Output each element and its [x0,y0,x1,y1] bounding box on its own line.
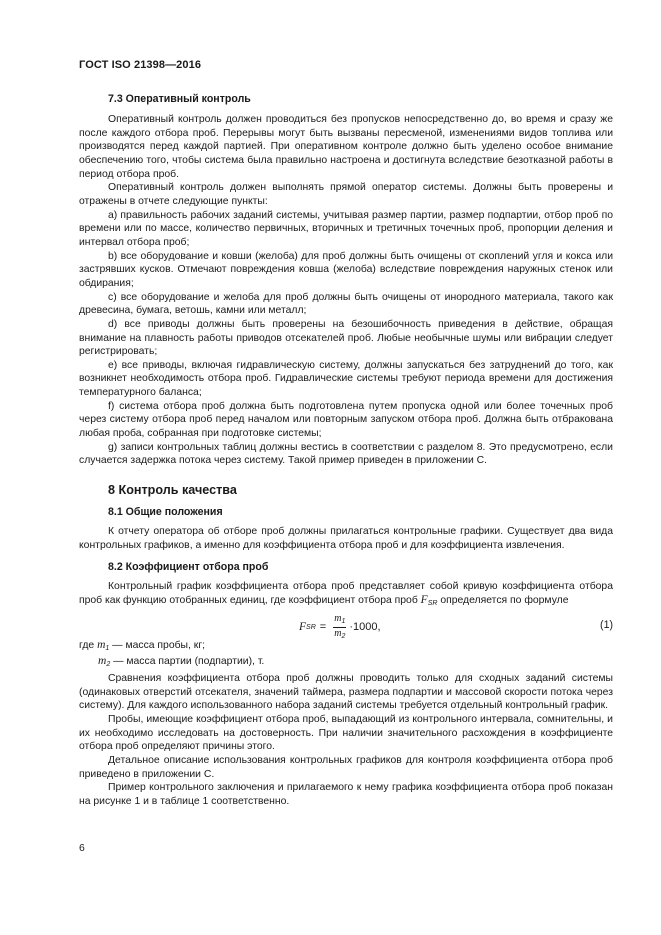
fraction: $\frac{m_1}{m_2}$ [334,612,346,640]
formula-1 [79,611,613,639]
section-8-1-title: 8.1 Общие положения [108,506,223,519]
section-8-title: 8 Контроль качества [108,483,237,498]
formula-number: (1) [600,618,613,631]
paragraph: Пример контрольного заключения и прилагаемого к нему графика коэффициента отбора проб показан на рисунке 1 и в таблице 1 соответственно. [79,782,613,807]
formula-legend-2: $m_2$ — масса партии (подпартии), т. [98,655,265,669]
formula-expression: F SR = $\frac{m_1}{m_2}$ ·1000, [299,612,381,640]
list-item-e: e) все приводы, включая гидравлическую систему, должны запускаться без затруднений до того, как возникнет необходимость отбора проб. Гидравлические системы требуют периода времени для достижения температурного баланса; [79,359,613,399]
paragraph: К отчету оператора об отборе проб должны прилагаться контрольные графики. Существует два вида контрольных графиков, а именно для коэффициента отбора проб и для коэффициента извлечения. [79,526,613,551]
formula-legend-1: где $m_1$ — масса пробы, кг; [79,638,206,652]
paragraph: Оперативный контроль должен выполнять прямой оператор системы. Должны быть проверены и отражены в отчете следующие пункты: [79,182,613,207]
paragraph: Детальное описание использования контрольных графиков для контроля коэффициента отбора проб приведено в приложении С. [79,754,613,780]
section-7-3-title: 7.3 Оперативный контроль [108,93,251,105]
paragraph-with-variable: Контрольный график коэффициента отбора проб представляет собой кривую коэффициента отбора проб как функцию отобранных единиц, где коэффициент отбора проб $F_{SR}$ определяется по формуле [79,581,613,608]
page-number: 6 [79,843,85,854]
list-item-a: a) правильность рабочих заданий системы, учитывая размер партии, размер подпартии, отбор проб по времени или по массе, количество первичных, вторичных и третичных точечных проб, пропорции деления и интервал отбора проб; [79,209,613,248]
list-item-f: f) система отбора проб должна быть подготовлена путем пропуска одной или более точечных проб через систему отбора проб перед началом или повторным запуском отбора проб. Должна быть отбракована любая проба, собранная при подготовке системы; [79,400,613,440]
paragraph: Пробы, имеющие коэффициент отбора проб, выпадающий из контрольного интервала, сомнительны, и их необходимо исследовать на достоверность. При наличии значительного расхождения в коэффициенте отбора проб определяют причины этого. [79,713,613,753]
list-item-c: c) все оборудование и желоба для проб должны быть очищены от инородного материала, такого как древесина, бумага, ветошь, камни или металл; [79,291,613,317]
list-item-d: d) все приводы должны быть проверены на безошибочность приведения в действие, обращая внимание на плавность работы приводов отсекателей проб. Любые необычные шумы или вибрации следует регистрировать; [79,318,613,358]
list-item-b: b) все оборудование и ковши (желоба) для проб должны быть очищены от скоплений угля и кокса или застрявших кусков. Отмечают повреждения ковша (желоба) вследствие повреждения наружных стенок или обдирания; [79,250,613,289]
paragraph: Оперативный контроль должен проводиться без пропусков непосредственно до, во время и сразу же после каждого отбора проб. Перерывы могут быть вызваны пересменой, изменениями видов топлива или производятся перед каждой партией. При оперативном контроле должно быть уделено особое внимание обеспечению того, чтобы система была правильно настроена и достигнута вследствие безотказной работы в период отбора проб. [79,114,613,180]
standard-header: ГОСТ ISO 21398—2016 [79,59,202,71]
list-item-g: g) записи контрольных таблиц должны вестись в соответствии с разделом 8. Это предусмотрено, если случается задержка потока через систему. Такой пример приведен в приложении С. [79,441,613,467]
section-8-2-title: 8.2 Коэффициент отбора проб [108,561,269,574]
paragraph: Сравнения коэффициента отбора проб должны проводить только для сходных заданий системы (одинаковых отверстий отсекателя, значений таймера, размера подпартии и массовой скорости потока через систему). Для каждого использованного набора заданий системы требуется отдельный контрольный график. [79,673,613,712]
page-content [79,92,613,809]
